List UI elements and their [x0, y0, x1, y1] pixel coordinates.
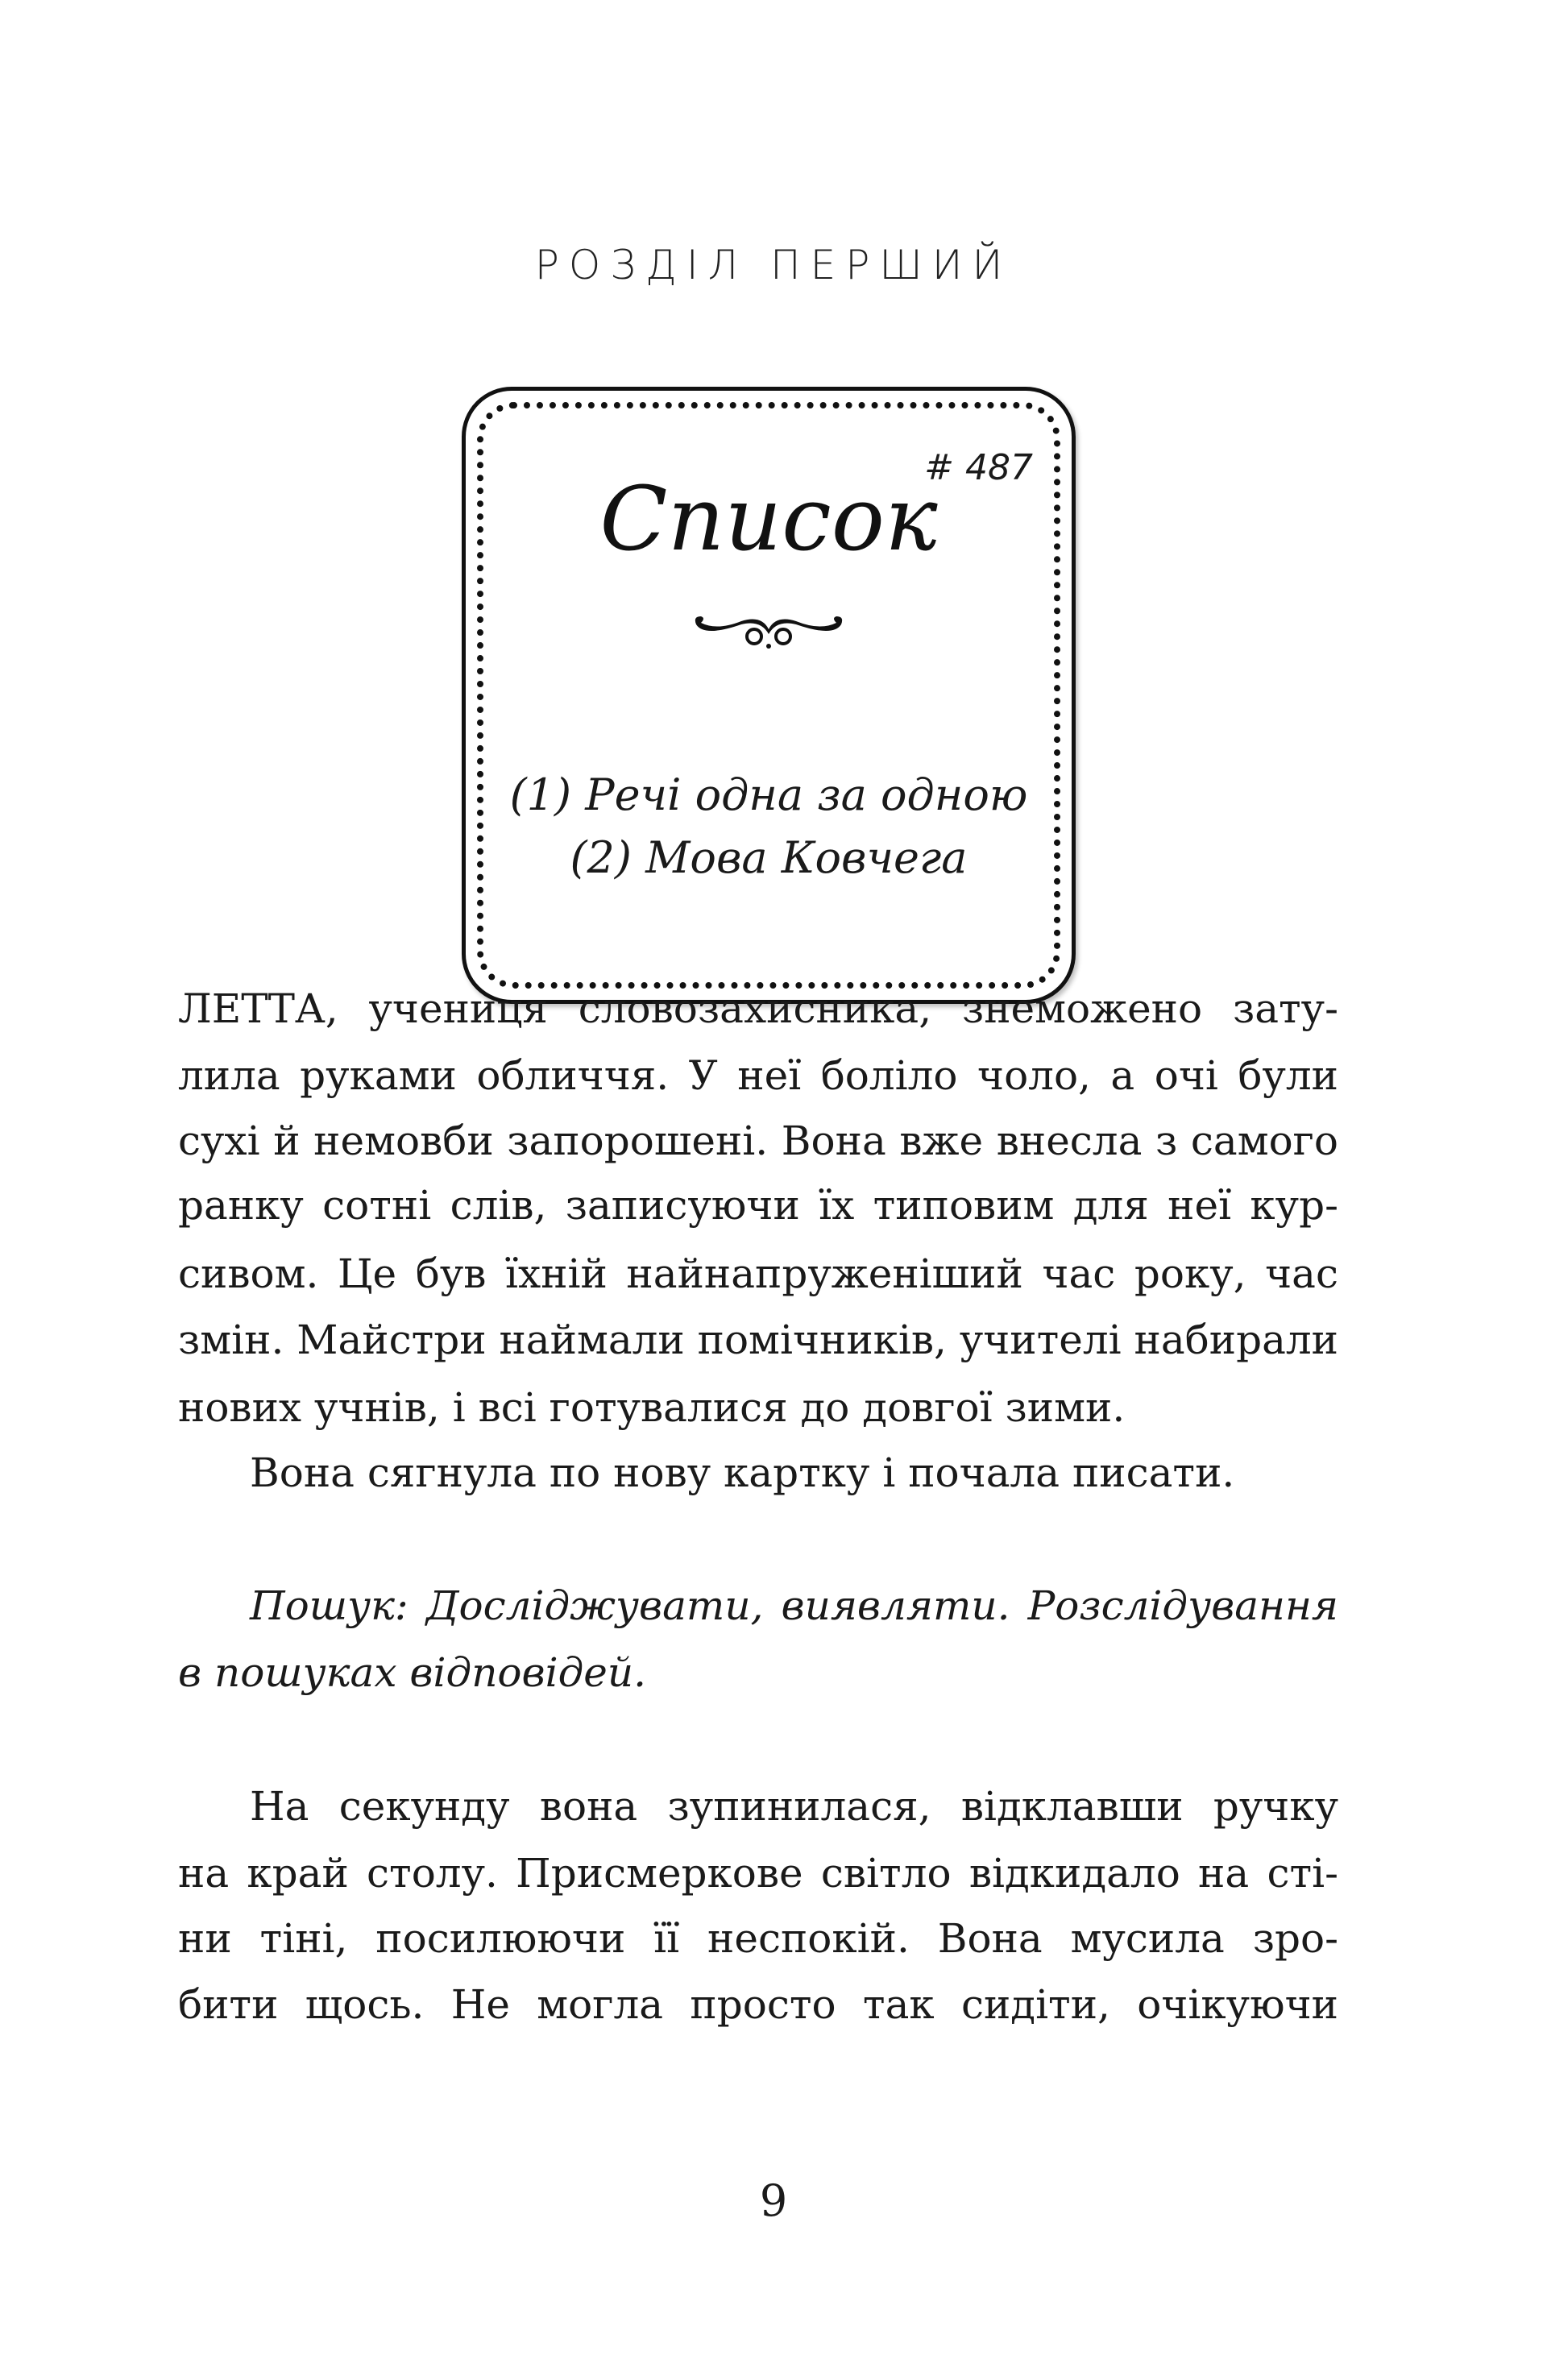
card-item: (2) Мова Ковчега — [570, 832, 968, 883]
text-line: на край столу. Присмеркове світло відкидало на сті- — [178, 1850, 1338, 1897]
text-line: ни тіні, посилюючи її неспокій. Вона мусила зро- — [178, 1915, 1338, 1962]
italic-line: в пошуках відповідей. — [178, 1649, 646, 1696]
text-line: змін. Майстри наймали помічників, учителі набирали — [178, 1316, 1338, 1363]
text-line: На секунду вона зупинилася, відклавши ручку — [250, 1783, 1338, 1830]
text-line: сухі й немовби запорошені. Вона вже внесла з самого — [178, 1117, 1338, 1164]
text-line: ЛЕТТА, учениця словозахисника, знеможено зату- — [178, 985, 1338, 1032]
page-number: 9 — [759, 2175, 788, 2226]
italic-line: Пошук: Досліджувати, виявляти. Розслідування — [250, 1582, 1338, 1629]
text-line: нових учнів, і всі готувалися до довгої зими. — [178, 1384, 1126, 1431]
text-line: бити щось. Не могла просто так сидіти, очікуючи — [178, 1981, 1338, 2028]
text-line: лила руками обличчя. У неї боліло чоло, а очі були — [178, 1052, 1338, 1099]
text-line: ранку сотні слів, записуючи їх типовим для неї кур- — [178, 1182, 1338, 1229]
card-title: Список — [599, 467, 938, 570]
chapter-heading: РОЗДІЛ ПЕРШИЙ — [534, 242, 1013, 288]
list-card — [462, 387, 1076, 1004]
text-line: сивом. Це був їхній найнапруженіший час року, час — [178, 1250, 1338, 1297]
text-line: Вона сягнула по нову картку і почала писати. — [250, 1449, 1235, 1496]
card-number: # 487 — [924, 447, 1033, 488]
flourish-ornament-icon — [688, 604, 849, 653]
card-item: (1) Речі одна за одною — [509, 769, 1028, 820]
